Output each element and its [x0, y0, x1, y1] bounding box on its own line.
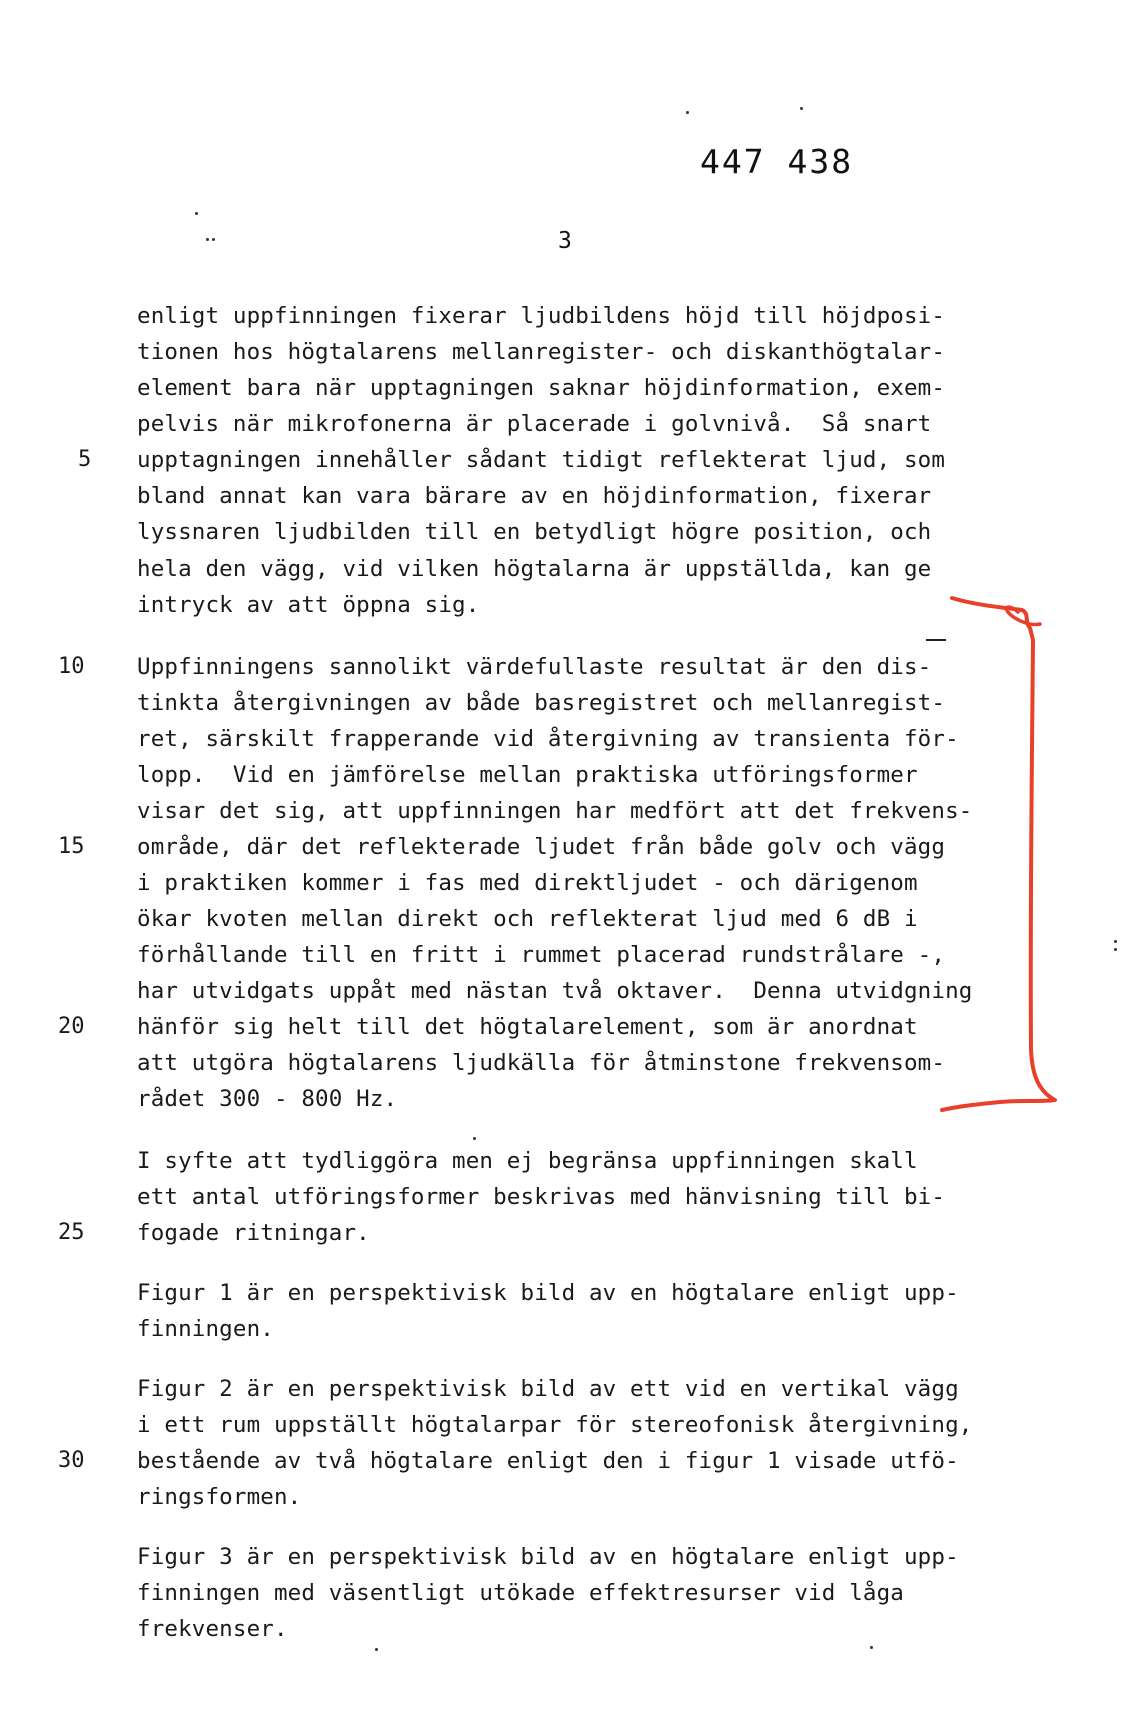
text-line: I syfte att tydliggöra men ej begränsa uppfinningen skall: [137, 1148, 918, 1174]
text-line: upptagningen innehåller sådant tidigt reflekterat ljud, som: [137, 447, 946, 473]
text-line: ett antal utföringsformer beskrivas med hänvisning till bi-: [137, 1184, 946, 1210]
text-line: Figur 1 är en perspektivisk bild av en högtalare enligt upp-: [137, 1280, 959, 1306]
text-line: i praktiken kommer i fas med direktljudet - och därigenom: [137, 870, 918, 896]
scan-speck: [473, 1137, 476, 1140]
text-line: Figur 2 är en perspektivisk bild av ett vid en vertikal vägg: [137, 1376, 959, 1402]
text-line: har utvidgats uppåt med nästan två oktaver. Denna utvidgning: [137, 978, 973, 1004]
margin-line-number: 10: [58, 654, 85, 679]
document-number: 447 438: [700, 142, 854, 181]
scan-speck: [686, 111, 689, 114]
text-line: tionen hos högtalarens mellanregister- och diskanthögtalar-: [137, 339, 946, 365]
scan-dash-mark: [926, 639, 946, 641]
text-line: att utgöra högtalarens ljudkälla för åtminstone frekvensom-: [137, 1050, 946, 1076]
text-line: rådet 300 - 800 Hz.: [137, 1086, 398, 1112]
margin-line-number: 30: [58, 1448, 85, 1473]
text-line: hänför sig helt till det högtalarelement, som är anordnat: [137, 1014, 918, 1040]
text-line: pelvis när mikrofonerna är placerade i golvnivå. Så snart: [137, 411, 932, 437]
text-line: tinkta återgivningen av både basregistret och mellanregist-: [137, 690, 946, 716]
scan-speck: [800, 107, 803, 110]
text-line: Uppfinningens sannolikt värdefullaste resultat är den dis-: [137, 654, 932, 680]
text-line: fogade ritningar.: [137, 1220, 370, 1246]
text-line: bestående av två högtalare enligt den i figur 1 visade utfö-: [137, 1448, 959, 1474]
text-line: finningen med väsentligt utökade effektresurser vid låga: [137, 1580, 904, 1606]
text-line: ringsformen.: [137, 1484, 302, 1510]
text-line: element bara när upptagningen saknar höjdinformation, exem-: [137, 375, 946, 401]
margin-line-number: 20: [58, 1014, 85, 1039]
text-line: lopp. Vid en jämförelse mellan praktiska utföringsformer: [137, 762, 918, 788]
text-line: lyssnaren ljudbilden till en betydligt högre position, och: [137, 519, 932, 545]
text-line: område, där det reflekterade ljudet från både golv och vägg: [137, 834, 946, 860]
text-line: intryck av att öppna sig.: [137, 592, 480, 618]
text-line: enligt uppfinningen fixerar ljudbildens höjd till höjdposi-: [137, 303, 946, 329]
margin-line-number: 5: [78, 447, 92, 472]
text-line: finningen.: [137, 1316, 274, 1342]
text-line: visar det sig, att uppfinningen har medfört att det frekvens-: [137, 798, 973, 824]
text-line: bland annat kan vara bärare av en höjdinformation, fixerar: [137, 483, 932, 509]
text-line: förhållande till en fritt i rummet placerad rundstrålare -,: [137, 942, 946, 968]
text-line: frekvenser.: [137, 1616, 288, 1642]
scan-speck: [870, 1646, 873, 1649]
scan-speck: [195, 212, 198, 215]
text-line: hela den vägg, vid vilken högtalarna är uppställda, kan ge: [137, 556, 932, 582]
scan-speck: [375, 1648, 378, 1651]
scan-speck: [1114, 940, 1117, 943]
text-line: ret, särskilt frapperande vid återgivning av transienta för-: [137, 726, 959, 752]
scan-speck: [206, 238, 209, 241]
text-line: ökar kvoten mellan direkt och reflekterat ljud med 6 dB i: [137, 906, 918, 932]
margin-line-number: 25: [58, 1220, 85, 1245]
page-number: 3: [558, 228, 572, 254]
scan-speck: [212, 238, 215, 241]
margin-line-number: 15: [58, 834, 85, 859]
text-line: i ett rum uppställt högtalarpar för stereofonisk återgivning,: [137, 1412, 973, 1438]
text-line: Figur 3 är en perspektivisk bild av en högtalare enligt upp-: [137, 1544, 959, 1570]
scan-speck: [1114, 948, 1117, 951]
